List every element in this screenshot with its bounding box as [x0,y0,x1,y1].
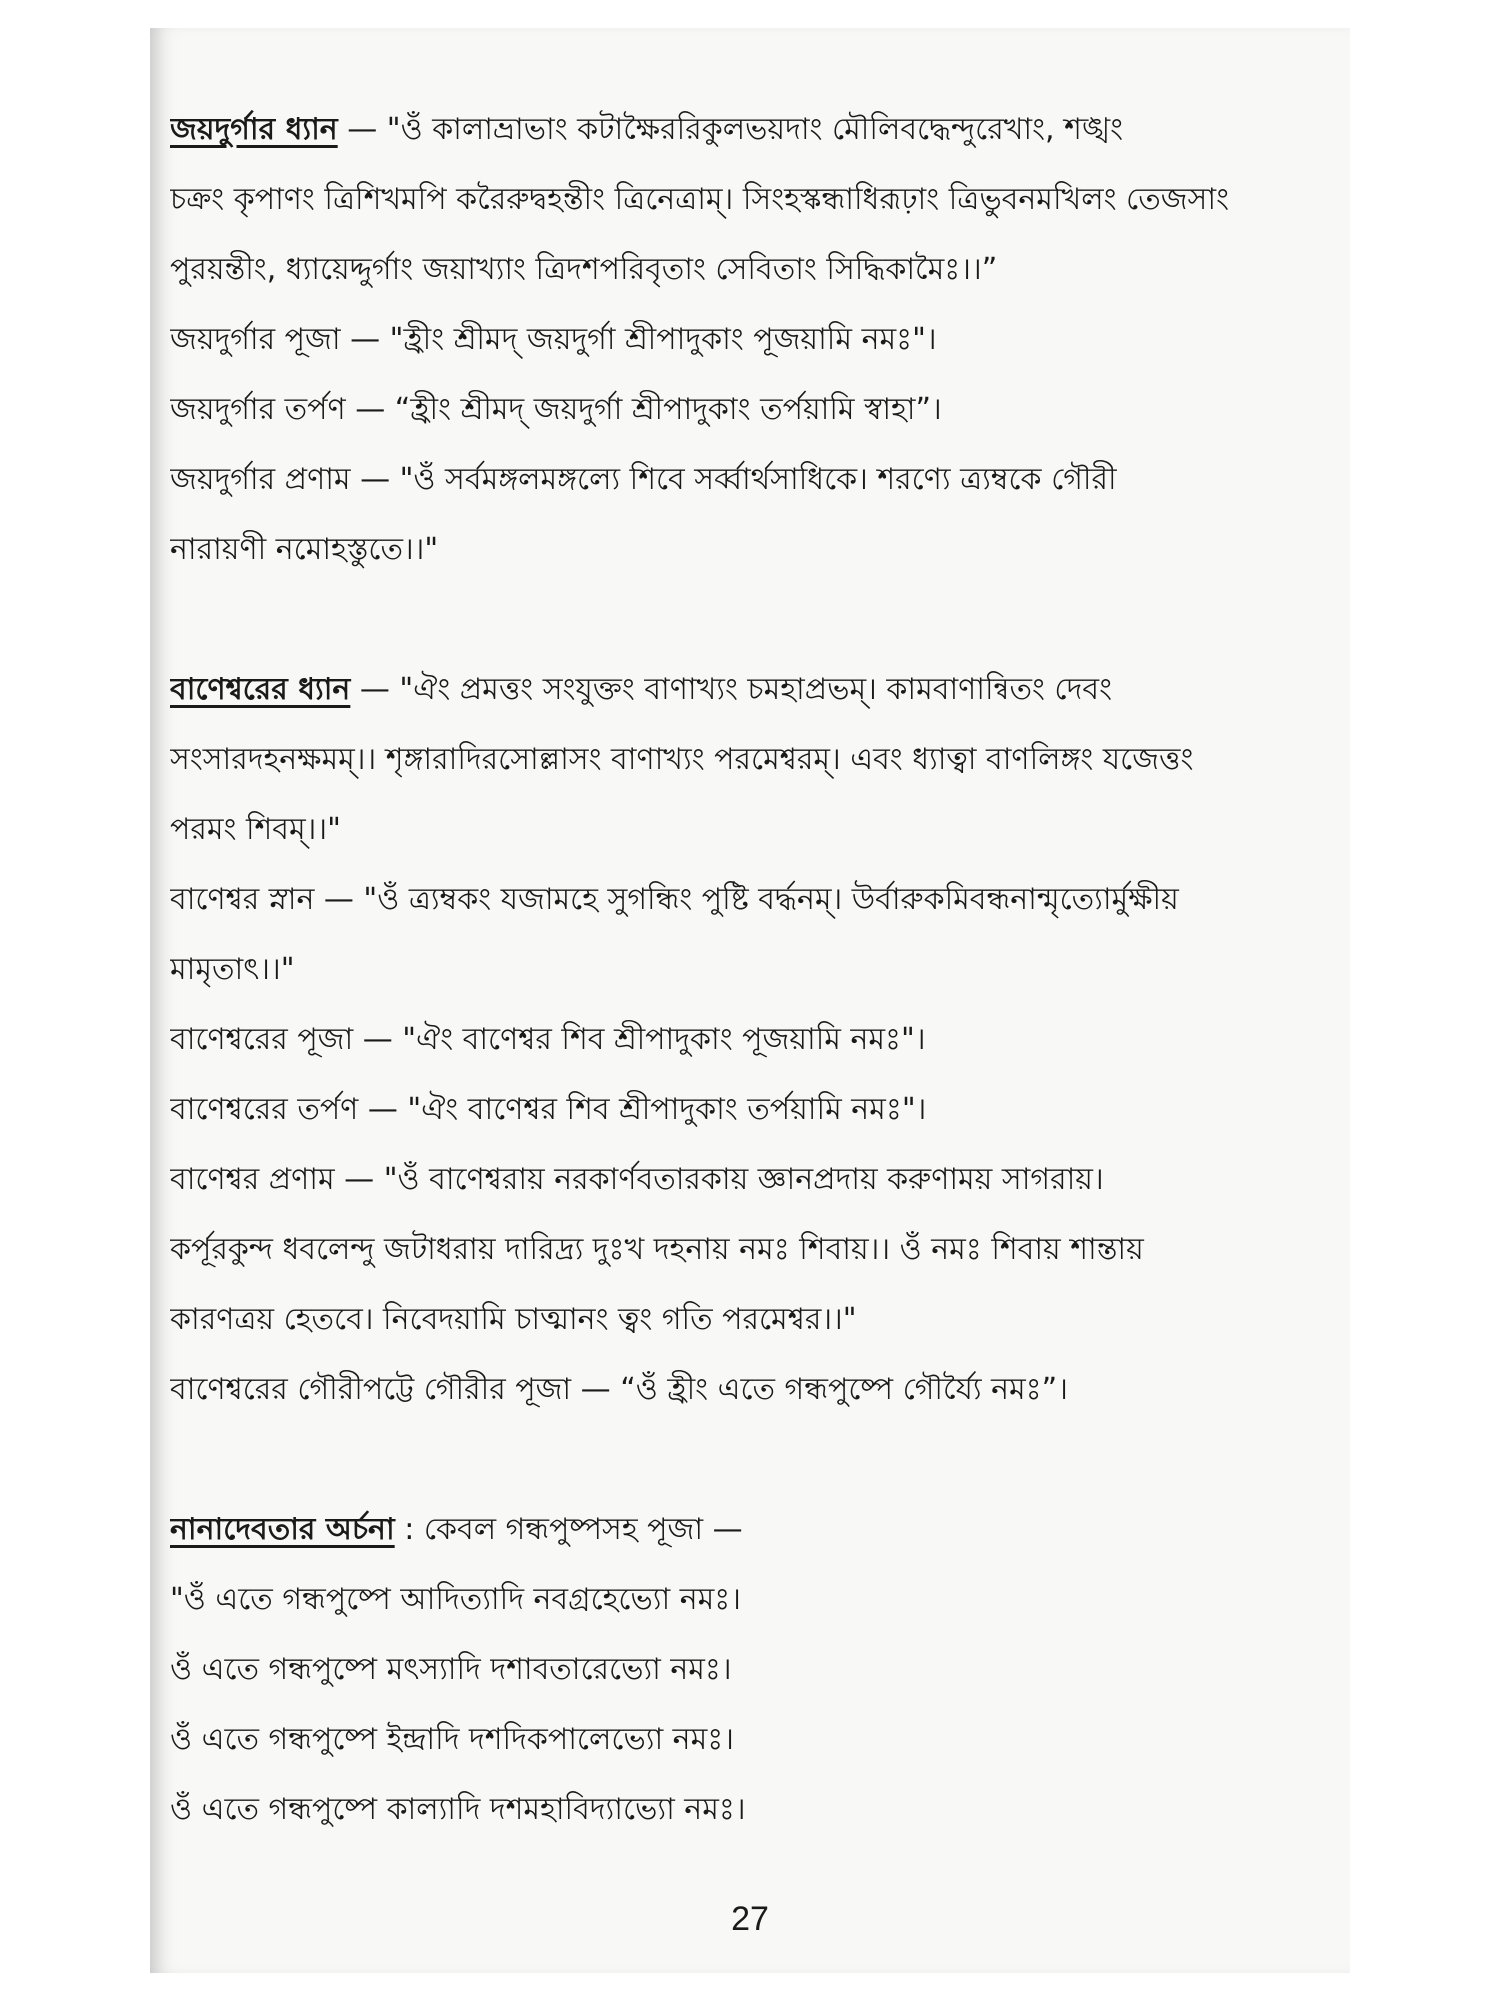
text-line: কর্পূরকুন্দ ধবলেন্দু জটাধরায় দারিদ্র্য দুঃখ দহনায় নমঃ শিবায়।। ওঁ নমঃ শিবায় শান্তায় [170,1232,1144,1267]
heading-text: — "ঐং প্রমত্তং সংযুক্তং বাণাখ্যং চমহাপ্রভম্। কামবাণান্বিতং দেবং [350,672,1112,707]
text-line: মামৃতাৎ।।" [170,952,295,987]
text-line: জয়দুর্গার পূজা — "হ্রীং শ্রীমদ্ জয়দুর্গা শ্রীপাদুকাং পূজয়ামি নমঃ"। [170,322,937,357]
text-line [170,95,1320,165]
text-line: ওঁ এতে গন্ধপুষ্পে ইন্দ্রাদি দশদিকপালেভ্যো নমঃ। [170,1722,734,1757]
text-line: ওঁ এতে গন্ধপুষ্পে কাল্যাদি দশমহাবিদ্যাভ্যো নমঃ। [170,1792,746,1827]
text-line: বাণেশ্বরের পূজা — "ঐং বাণেশ্বর শিব শ্রীপাদুকাং পূজয়ামি নমঃ"। [170,1022,926,1057]
text-line: বাণেশ্বর স্নান — "ওঁ ত্র্যম্বকং যজামহে সুগন্ধিং পুষ্টি বর্দ্ধনম্। উর্বারুকমিবন্ধনান্মৃত্যোর্মুক্ষীয় [170,882,1179,917]
section-heading: জয়দুর্গার ধ্যান [170,112,338,147]
text-line: পুরয়ন্তীং, ধ্যায়েদ্দুর্গাং জয়াখ্যাং ত্রিদশপরিবৃতাং সেবিতাং সিদ্ধিকামৈঃ।।” [170,252,998,287]
section-heading: নানাদেবতার অর্চনা [170,1512,395,1547]
section-baneshwar [170,655,1320,1425]
text-line: জয়দুর্গার তর্পণ — “হ্রীং শ্রীমদ্ জয়দুর্গা শ্রীপাদুকাং তর্পয়ামি স্বাহা”। [170,392,942,427]
text-line: চক্রং কৃপাণং ত্রিশিখমপি করৈরুদ্বহন্তীং ত্রিনেত্রাম্। সিংহস্কন্ধাধিরূঢ়াং ত্রিভুবনমখিলং তেজসাং [170,182,1229,217]
heading-text: : কেবল গন্ধপুষ্পসহ পূজা — [394,1512,743,1547]
text-line: বাণেশ্বরের তর্পণ — "ঐং বাণেশ্বর শিব শ্রীপাদুকাং তর্পয়ামি নমঃ"। [170,1092,927,1127]
section-jayadurga [170,95,1320,585]
text-line: নারায়ণী নমোহস্তুতে।।" [170,532,439,567]
section-gap [170,585,1320,655]
text-line: পরমং শিবম্।।" [170,812,341,847]
text-line: বাণেশ্বর প্রণাম — "ওঁ বাণেশ্বরায় নরকার্ণবতারকায় জ্ঞানপ্রদায় করুণাময় সাগরায়। [170,1162,1104,1197]
page-number: 27 [731,1900,769,1938]
text-line [170,1495,1320,1565]
heading-text: — "ওঁ কালাভ্রাভাং কটাক্ষৈররিকুলভয়দাং মৌলিবদ্ধেন্দুরেখাং, শঙ্খং [337,112,1124,147]
text-line: সংসারদহনক্ষমম্।। শৃঙ্গারাদিরসোল্লাসং বাণাখ্যং পরমেশ্বরম্। এবং ধ্যাত্বা বাণলিঙ্গং যজেত্তং [170,742,1194,777]
section-nanadevata [170,1495,1320,1845]
page-content [170,95,1320,1845]
text-line: জয়দুর্গার প্রণাম — "ওঁ সর্বমঙ্গলমঙ্গল্যে শিবে সর্ব্বার্থসাধিকে। শরণ্যে ত্র্যম্বকে গৌরী [170,462,1117,497]
section-gap [170,1425,1320,1495]
text-line: কারণত্রয় হেতবে। নিবেদয়ামি চাত্মানং ত্বং গতি পরমেশ্বর।।" [170,1302,857,1337]
text-line [170,655,1320,725]
text-line: ওঁ এতে গন্ধপুষ্পে মৎস্যাদি দশাবতারেভ্যো নমঃ। [170,1652,732,1687]
text-line: বাণেশ্বরের গৌরীপট্টে গৌরীর পূজা — “ওঁ হ্রীং এতে গন্ধপুষ্পে গৌর্য্যৈ নমঃ”। [170,1372,1068,1407]
text-line: "ওঁ এতে গন্ধপুষ্পে আদিত্যাদি নবগ্রহেভ্যো নমঃ। [170,1582,742,1617]
section-heading: বাণেশ্বরের ধ্যান [170,672,351,707]
